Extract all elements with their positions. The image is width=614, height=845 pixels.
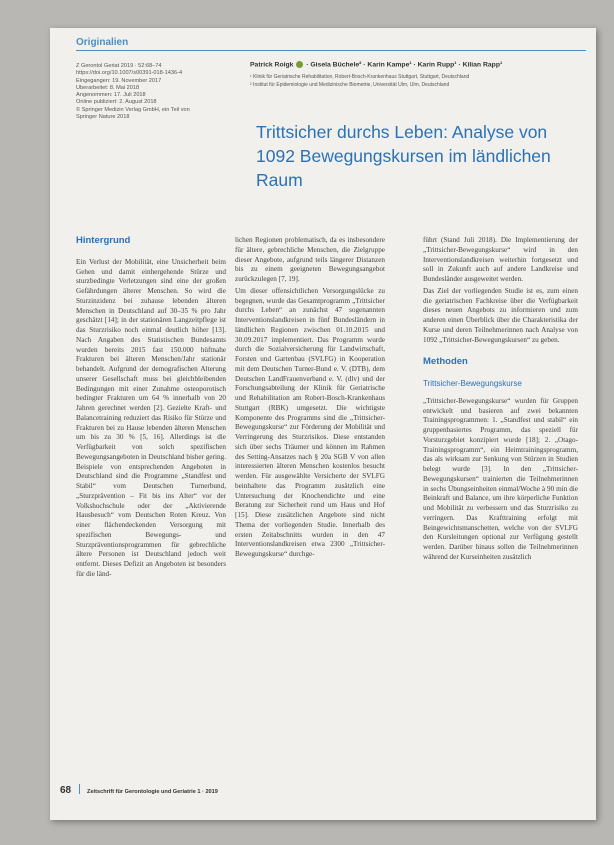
doi-link[interactable]: https://doi.org/10.1007/s00391-018-1436-4 (76, 70, 183, 77)
author-first: Patrick Roigk (250, 61, 294, 69)
author-rest: · Gisela Büchele² · Karin Kampe¹ · Karin Rupp¹ · Kilian Rapp¹ (306, 61, 503, 69)
footer-divider (79, 784, 80, 794)
column-1 (76, 236, 226, 582)
orcid-icon[interactable] (296, 61, 303, 68)
section-label: Originalien (76, 37, 586, 51)
article-title: Trittsicher durchs Leben: Analyse von 1092 Bewegungskursen im ländlichen Raum (256, 122, 551, 190)
column-2 (235, 236, 385, 562)
article-metadata (76, 63, 256, 121)
meta-line: Springer Nature 2018 (76, 114, 130, 121)
journal-name: Zeitschrift für Gerontologie und Geriatrie 1 · 2019 (87, 789, 218, 795)
meta-line: Z Gerontol Geriat 2019 · 52:68–74 (76, 63, 162, 69)
affiliation: ² Institut für Epidemiologie und Medizinische Biometrie, Universität Ulm, Ulm, Deutschland (250, 81, 450, 88)
heading-methods: Methoden (423, 356, 468, 368)
paragraph: Ein Verlust der Mobilität, eine Unsicherheit beim Gehen und damit einhergehende Stürze und sturzbedingte Verletzungen sind eine der großen Gefährdungen älterer Menschen. So wird die Sturzinzidenz bei zuhause lebenden älteren Menschen in Deutschland auf 30–35 % pro Jahr geschätzt [14]; in der stationären Langzeitpflege ist das Sturzrisiko noch einmal deutlich höher [13]. Nach Angaben des Statistischen Bundesamts wurden bereits 2015 fast 150.000 hüftnahe Frakturen bei älteren Menschen/Jahr stationär behandelt. Aufgrund der demografischen Alterung unserer Gesellschaft muss bei gleichbleibenden Bedingungen mit einer Zunahme osteoporotisch bedingter Frakturen um 64 % innerhalb von 20 Jahren gerechnet werden [2]. Gezielte Kraft- und Balancetraining reduziert das Risiko für Stürze und Frakturen bei zu Hause lebenden älteren Menschen um bis zu 30 % [5, 16]. Allerdings ist die Verfügbarkeit von solch spezifischen Bewegungsangeboten in Deutschland bisher gering. Beispiele von entsprechenden Angeboten in Deutschland sind die Programme „Standfest und Stabil“ vom Deutschen Turnerbund, „Sturzprävention – Fit bis ins Alter“ vor der Volkshochschule oder der „Aktivierende Hausbesuch“ vom Deutschen Roten Kreuz. Von einer flächendeckenden Versorgung mit spezifischen Bewegungs- und Sturzpräventionsprogrammen für gebrechliche ältere Personen ist Deutschland jedoch weit entfernt. Dieses Defizit an Angeboten ist besonders für die länd- (76, 257, 226, 578)
meta-line: Überarbeitet: 8. Mai 2018 (76, 84, 140, 91)
paragraph: führt (Stand Juli 2018). Die Implementierung der „Trittsicher-Bewegungskurse“ wird in den Interventionslandkreisen weiterhin fortgesetzt und soll in Zukunft auch auf andere Landkreise und Bundesländer ausgeweitet werden. (423, 236, 578, 283)
subheading-courses: Trittsicher-Bewegungskurse (423, 379, 522, 388)
meta-line: Eingegangen: 19. November 2017 (76, 77, 162, 84)
affiliations (250, 74, 590, 89)
affiliation: ¹ Klinik für Geriatrische Rehabilitation, Robert-Bosch-Krankenhaus Stuttgart, Stuttgart, Deutschland (250, 74, 470, 80)
paragraph: lichen Regionen problematisch, da es insbesondere für ältere, gebrechliche Menschen, die Zielgruppe dieser Angebote, aufgrund teils längerer Distanzen bis zu einem geeigneten Bewegungsangebot zurückzulegen [7, 19]. (235, 236, 385, 283)
meta-line: Online publiziert: 2. August 2018 (76, 99, 157, 106)
meta-line: © Springer Medizin Verlag GmbH, ein Teil von (76, 106, 190, 113)
paragraph: Um dieser offensichtlichen Versorgungslücke zu begegnen, wurde das Gesamtprogramm „Trittsicher durchs Leben“ an zunächst 47 sogenannten Interventionslandkreisen in fünf Bundesländern in ländlichen Regionen zwischen 01.10.2015 und 30.09.2017 implementiert. Das Programm wurde durch die Sozialversicherung für Landwirtschaft, Forsten und Gartenbau (SVLFG) in Kooperation mit dem Deutschen Turner-Bund e. V. (DTB), dem Deutschen LandFrauenverband e. V. (dlv) und der Forschungsabteilung der Klinik für Geriatrische und Rehabilitation am Robert-Bosch-Krankenhaus Stuttgart (RBK) umgesetzt. Die wichtigste Komponente des Programms sind die „Trittsicher-Bewegungskurse“ zur Förderung der Mobilität und Verringerung des Sturzrisikos. Diese entstanden sich über sechs Träumer und können im Rahmen des Setting-Ansatzes nach § 20a SGB V von allen interessierten älteren Menschen kostenlos besucht werden. Für ausgewählte Versicherte der SVLFG beinhaltete das Programm zusätzlich eine Untersuchung der Knochendichte und eine Beratung zur Sicherheit rund um Haus und Hof [15]. Diese zusätzlichen Angebote sind nicht Thema der vorliegenden Studie. Innerhalb des ersten Zeitabschnitts wurden in den 47 Interventionslandkreisen etwa 2300 „Trittsicher-Bewegungskurse“ durchge- (235, 286, 385, 558)
journal-page (50, 28, 596, 820)
page-footer (60, 780, 590, 798)
paragraph: Das Ziel der vorliegenden Studie ist es, zum einen die geriatrischen Fachkreise über die Verfügbarkeit dieses neuen Angebots zu informieren und zum anderen einen Überblick über die Charakteristika der Kurse und deren Teilnehmerinnen nach Analyse von 1092 „Trittsicher-Bewegungskursen“ zu geben. (423, 286, 578, 344)
heading-background: Hintergrund (76, 235, 131, 246)
page-number: 68 (60, 785, 72, 796)
meta-line: Angenommen: 17. Juli 2018 (76, 92, 146, 99)
author-list (250, 61, 590, 68)
paragraph: „Trittsicher-Bewegungskurse“ wurden für Gruppen entwickelt und basieren auf zwei bekannten Trainingsprogrammen: 1. „Standfest und stabil“ ein gruppenbasiertes Programm, das speziell für Vorsturzgebiet konzipiert wurde [18]; 2. „Otago-Trainingsprogramm“, ein Heimtrainingsprogramm, das als wirksam zur Senkung von Stürzen in Studien belegt wurde [3]. In den „Trittsicher-Bewegungskursen“ trainierten die Teilnehmerinnen in sechs Übungseinheiten einmal/Woche à 90 min die Beinkraft und Balance, um ihre körperliche Funktion und Mobilität zu verbessern und das Sturzrisiko zu verringern. Das Krafttraining erfolgt mit Beingewichtsmanschetten, welche von der SVLFG den Kursleitungen optional zur Verfügung gestellt werden. Darüber hinaus sollen die Teilnehmerinnen während der Kurseinheiten zusätzlich (423, 396, 578, 561)
column-3 (423, 236, 578, 565)
